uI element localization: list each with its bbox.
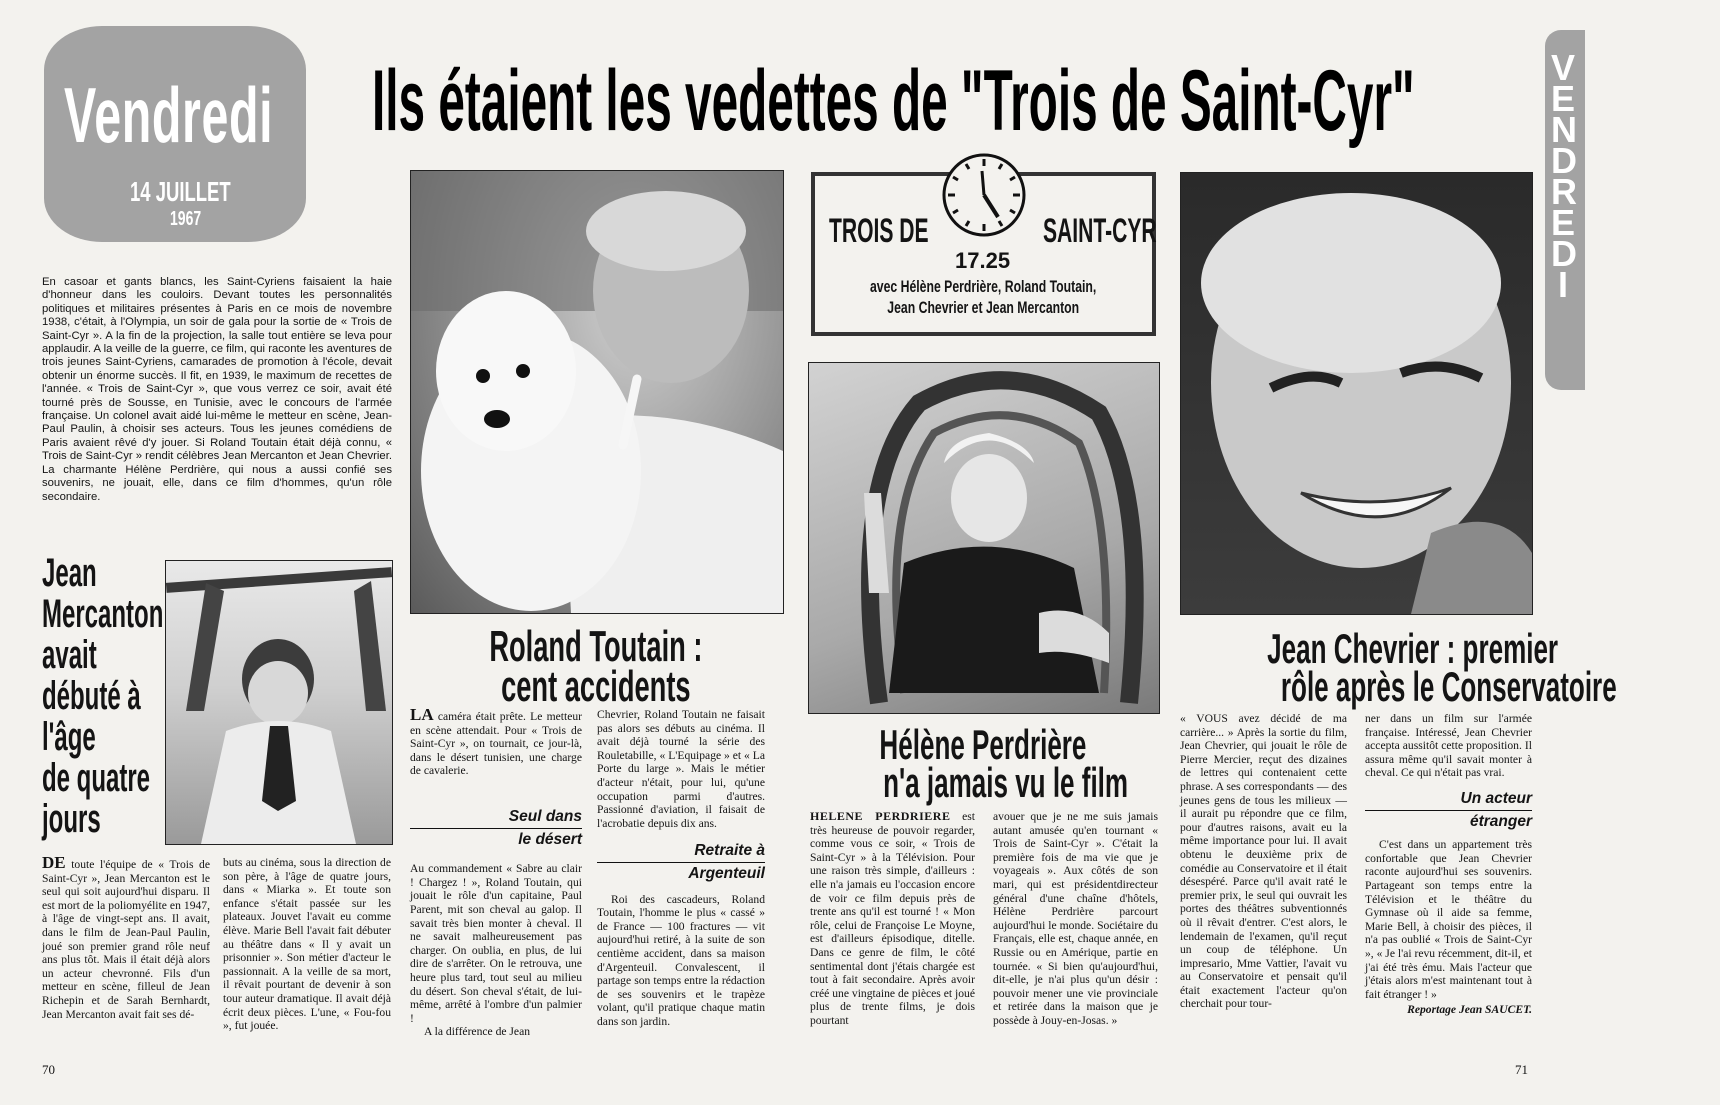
schedule-cast: avec Hélène Perdrière, Roland Toutain, Jean Chevrier et Jean Mercanton bbox=[870, 277, 1097, 317]
subhead-retraite-a-argenteuil: Retraite à Argenteuil bbox=[597, 844, 765, 880]
photo-jean-chevrier bbox=[1180, 172, 1533, 615]
credit: Reportage Jean SAUCET. bbox=[1407, 1003, 1532, 1017]
schedule-title-left: TROIS DE bbox=[829, 212, 929, 250]
schedule-title-right: SAINT-CYR bbox=[1043, 212, 1157, 250]
badge-date: 14 JUILLET bbox=[130, 176, 231, 207]
photo-helene-perdriere bbox=[808, 362, 1160, 714]
chevrier-col-1: « VOUS avez décidé de ma carrière... » Après la sortie du film, Jean Chevrier, qui jouait le rôle de Pierre Mercier, reçut des dizaines de lettres qui contenaient cette phrase. A ses correspondants — des jeunes gens de tous les milieux — il aurait pu répondre que ce film, pour d'autres raisons, avait eu la même importance pour lui. Il avait obtenu le deuxième prix de comédie au Conservatoire et il était désespéré. Parce qu'il avait raté le premier prix, le seul qui ouvrait les portes des théâtres subventionnés où il rêvait d'entrer. C'est alors, le lendemain de l'examen, qu'il reçut un coup de téléphone. Un impresario, Mme Vattier, l'avait vu au Conservatoire et pensait qu'il était exactement l'acteur qu'on cherchait pour tour- bbox=[1180, 712, 1347, 1011]
page-number-left: 70 bbox=[42, 1062, 55, 1077]
photo-jean-mercanton bbox=[165, 560, 393, 845]
toutain-col-1: LA caméra était prête. Le metteur en scène attendait. Pour « Trois de Saint-Cyr », on tournait, ce jour-là, dans le désert tunisien, une charge de cavalerie. Seul dans le désert Au commandement « Sabre au clair ! Chargez ! », Roland Toutain, qui jouait le rôle d'un capitaine, Paul Parent, mit son cheval au galop. Il savait très bien monter à cheval. Il ne savait malheureusement pas charger. On oublia, en plus, de lui dire de s'arrêter. On le retrouva, une heure plus tard, tout seul au milieu du désert. Son cheval s'était, de lui-même, arrêté à l'ombre d'un palmier ! A la différence de Jean bbox=[410, 705, 582, 1039]
clock-icon bbox=[942, 153, 1026, 242]
intro-text: En casoar et gants blancs, les Saint-Cyriens faisaient la haie d'honneur dans les couloirs. Devant toutes les personnalités politiques et militaires présentes à Paris en ce mois de novembre 1938, c'était, à l'Olympia, un soir de gala pour la sortie de « Trois de Saint-Cyr ». A la fin de la projection, la salle tout entière se leva pour applaudir. A la veille de la guerre, ce film, qui raconte les aventures de trois jeunes Saint-Cyriens, camarades de promotion à l'école, devait obtenir un énorme succès. Il fit, en 1939, le maximum de recettes de l'année. « Trois de Saint-Cyr », que vous verrez ce soir, avait été tourné près de Sousse, en Tunisie, avec le concours de l'armée française. Un colonel avait aidé lui-même le metteur en scène, Jean-Paul Paulin, à choisir ses acteurs. Tous les jeunes comédiens de Paris avaient rêvé d'y jouer. Si Roland Toutain était déjà connu, « Trois de Saint-Cyr » rendit célèbres Jean Mercanton et Jean Chevrier. La charmante Hélène Perdrière, qui nous a aussi confié ses souvenirs, ne jouait, elle, dans ce film d'hommes, qu'un rôle secondaire. bbox=[42, 276, 392, 503]
perdriere-title: Hélène Perdrière n'a jamais vu le film bbox=[879, 721, 1129, 806]
perdriere-col-1: HELENE PERDRIERE est très heureuse de pouvoir regarder, comme vous ce soir, « Trois de Saint-Cyr » à la Télévision. Pour une raison très simple, d'ailleurs : elle n'a jamais eu l'occasion encore de voir ce film depuis près de trente ans qu'il est tourné ! « Mon rôle, celui de Françoise Le Moyne, est d'ailleurs épisodique, ditelle. Dans ce genre de film, le côté sentimental dont j'étais chargée est tout à fait secondaire. Après avoir créé une vingtaine de pièces et joué plus de trente films, je dois pourtant bbox=[810, 809, 975, 1027]
toutain-title: Roland Toutain : cent accidents bbox=[489, 622, 703, 711]
mercanton-col-2: buts au cinéma, sous la direction de son père, à l'âge de quatre jours, dans « Miarka ». Et toute son enfance s'était passée sur les plateaux. Jouvet l'avait eu comme élève. Marie Bell l'avait fait débuter au théâtre dans « Il y avait un prisonnier ». Son métier d'acteur le passionnait. A la veille de sa mort, il rêvait pourtant de devenir à son tour auteur dramatique. Il avait déjà écrit deux pièces. L'une, « Fou-fou », fut jouée. bbox=[223, 856, 391, 1033]
schedule-time: 17.25 bbox=[955, 248, 1011, 273]
mercanton-col-1: DE toute l'équipe de « Trois de Saint-Cyr », Jean Mercanton est le seul qui soit aujourd'hui disparu. Il est mort de la poliomyélite en 1947, à l'âge de vingt-sept ans. Il avait, dans le film de Jean-Paul Paulin, joué son premier grand rôle neuf ans plus tôt. Mais il était déjà alors un acteur chevronné. Fils d'un metteur en scène, filleul de Jean Richepin et de Sarah Bernhardt, Jean Mercanton avait fait ses dé- bbox=[42, 853, 210, 1021]
toutain-col-2: Chevrier, Roland Toutain ne faisait pas alors ses débuts au cinéma. Il avait déjà tourné la série des Rouletabille, « L'Equipage » et « La Porte du large ». Mais le métier d'acteur n'était, pour lui, qu'une occupation parmi d'autres. Passionné d'aviation, il faisait de l'acrobatie depuis dix ans. Retraite à Argenteuil Roi des cascadeurs, Roland Toutain, l'homme le plus « cassé » de France — 100 fractures — vit aujourd'hui retiré, à la suite de son centième accident, dans sa maison d'Argenteuil. Convalescent, il partage son temps entre la rédaction de ses souvenirs et le trapèze volant, qu'il pratique chaque matin dans son jardin. bbox=[597, 708, 765, 1028]
side-tab-letters: V E N D R E D I bbox=[1551, 47, 1577, 305]
mercanton-title: Jean Mercanton avait débuté à l'âge de quatre jours bbox=[42, 551, 164, 841]
page-number-right: 71 bbox=[1515, 1062, 1528, 1077]
badge-year: 1967 bbox=[170, 208, 202, 230]
chevrier-title: Jean Chevrier : premier rôle après le Conservatoire bbox=[1267, 625, 1617, 710]
headline: Ils étaient les vedettes de "Trois de Saint-Cyr" bbox=[372, 53, 1415, 149]
subhead-un-acteur-etranger: Un acteur étranger bbox=[1365, 792, 1532, 828]
photo-roland-toutain bbox=[410, 170, 784, 614]
perdriere-col-2: avouer que je ne me suis jamais autant amusée qu'en tournant « Trois de Saint-Cyr ». C'était la première fois de ma vie que je voyageais ». Aux côtés de son mari, qui est présidentdirecteur général d'une chaîne d'hôtels, Hélène Perdrière parcourt aujourd'hui le monde. Sociétaire du Français, elle est, chaque année, en Russie ou en Amérique, partie en tournée. « Si bien qu'aujourd'hui, dit-elle, je n'ai plus qu'un désir : pouvoir mener une vie provinciale et retirée dans la maison que je possède à Jouy-en-Josas. » bbox=[993, 810, 1158, 1027]
chevrier-col-2: ner dans un film sur l'armée française. Intéressé, Jean Chevrier accepta aussitôt cette proposition. Il assura même qu'il savait monter à cheval. Ce qui n'était pas vrai. Un acteur étranger C'est dans un appartement très confortable que Jean Chevrier raconte aujourd'hui ses souvenirs. Partageant son temps entre la Télévision et le théâtre du Gymnase où il aide sa femme, Marie Bell, à choisir des pièces, il n'a pas oublié « Trois de Saint-Cyr », « Je l'ai revu récemment, dit-il, et j'ai été très ému. Mais l'acteur que j'étais alors m'est maintenant tout à fait étranger ! » Reportage Jean SAUCET. bbox=[1365, 712, 1532, 1017]
subhead-seul-dans-le-desert: Seul dans le désert bbox=[410, 810, 582, 846]
badge-day: Vendredi bbox=[64, 71, 274, 159]
